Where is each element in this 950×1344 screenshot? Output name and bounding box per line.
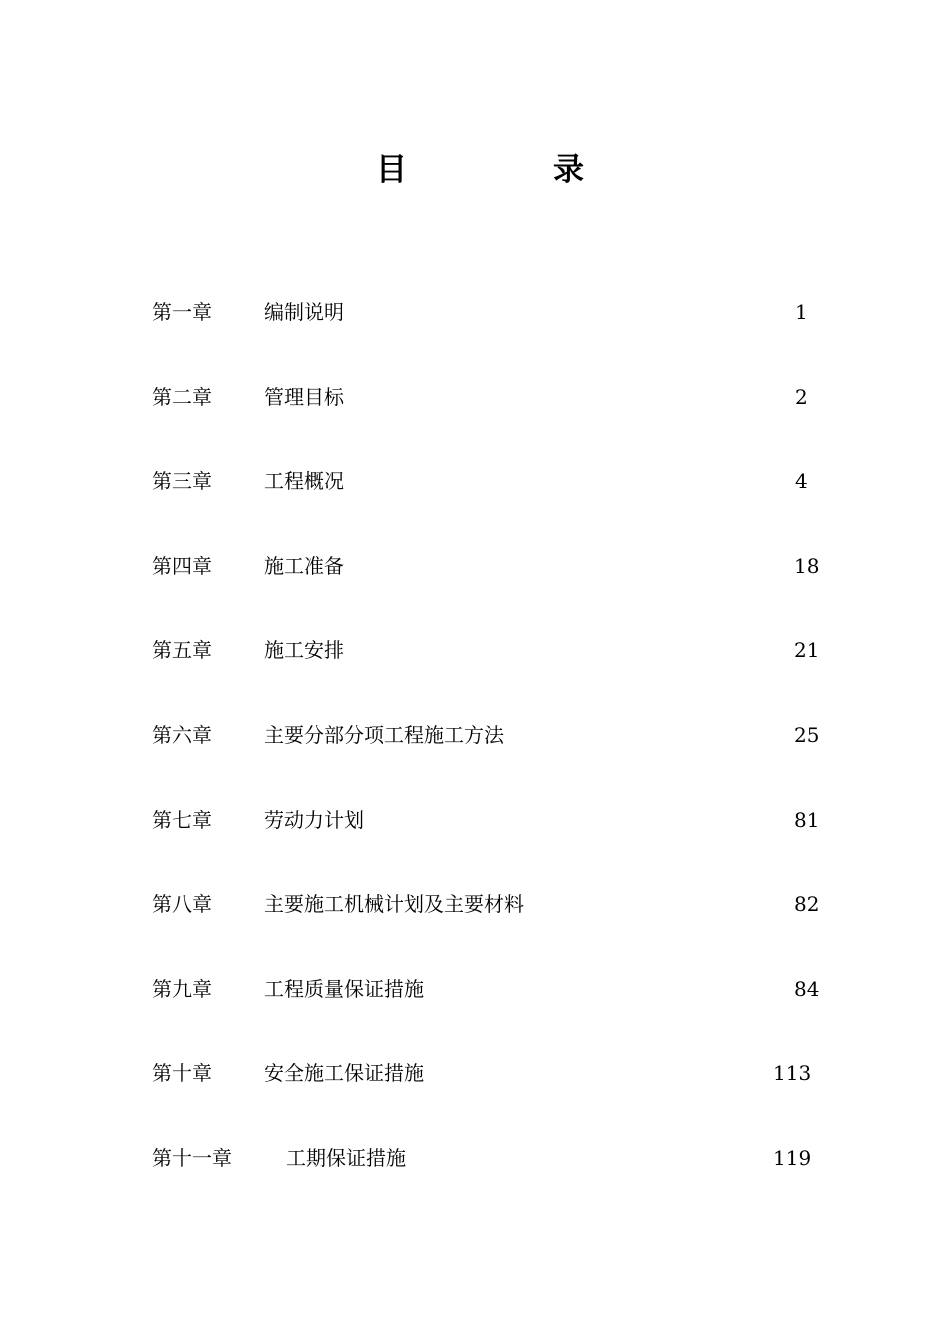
toc-chapter-number: 第八章: [152, 892, 212, 917]
toc-chapter-number: 第四章: [152, 553, 212, 578]
toc-chapter-number: 第十一章: [152, 1146, 232, 1170]
toc-entry[interactable]: [0, 804, 950, 836]
toc-page-number: 25: [794, 723, 820, 747]
toc-entry[interactable]: [0, 1142, 950, 1174]
toc-page-number: 2: [795, 384, 808, 409]
toc-page-number: 21: [794, 638, 820, 663]
toc-page-number: 82: [794, 892, 820, 917]
toc-chapter-heading: 编制说明: [264, 300, 344, 324]
toc-entry[interactable]: [0, 973, 950, 1005]
toc-chapter-number: 第五章: [152, 638, 212, 663]
toc-page-number: 84: [794, 976, 820, 1001]
toc-entry[interactable]: [0, 634, 950, 666]
toc-chapter-number: 第三章: [152, 469, 212, 494]
title-char-2: 录: [553, 152, 584, 188]
toc-chapter-heading: 主要施工机械计划及主要材料: [264, 892, 524, 917]
toc-page-number: 18: [794, 553, 820, 578]
toc-chapter-heading: 施工安排: [264, 638, 344, 663]
toc-chapter-heading: 管理目标: [264, 384, 344, 409]
toc-entry[interactable]: [0, 1057, 950, 1089]
toc-page-number: 1: [795, 300, 808, 324]
toc-chapter-heading: 工程概况: [264, 469, 344, 494]
toc-chapter-number: 第二章: [152, 384, 212, 409]
toc-chapter-heading: 安全施工保证措施: [264, 1061, 424, 1086]
toc-chapter-heading: 主要分部分项工程施工方法: [264, 723, 504, 747]
toc-chapter-heading: 工程质量保证措施: [264, 976, 424, 1001]
toc-chapter-number: 第九章: [152, 976, 212, 1001]
toc-entry[interactable]: [0, 888, 950, 920]
toc-chapter-number: 第六章: [152, 723, 212, 747]
toc-page-number: 4: [795, 469, 808, 494]
toc-entry[interactable]: [0, 465, 950, 497]
toc-entry[interactable]: [0, 719, 950, 751]
toc-chapter-number: 第一章: [152, 300, 212, 324]
toc-chapter-heading: 工期保证措施: [286, 1146, 406, 1170]
toc-entry[interactable]: [0, 381, 950, 413]
toc-page-number: 119: [773, 1146, 812, 1170]
toc-entry[interactable]: [0, 550, 950, 582]
toc-chapter-number: 第十章: [152, 1061, 212, 1086]
toc-page-number: 81: [794, 807, 820, 832]
title-char-1: 目: [376, 152, 407, 188]
toc-entry[interactable]: [0, 296, 950, 328]
toc-chapter-heading: 劳动力计划: [264, 807, 364, 832]
toc-page-number: 113: [773, 1061, 812, 1086]
toc-chapter-heading: 施工准备: [264, 553, 344, 578]
toc-chapter-number: 第七章: [152, 807, 212, 832]
